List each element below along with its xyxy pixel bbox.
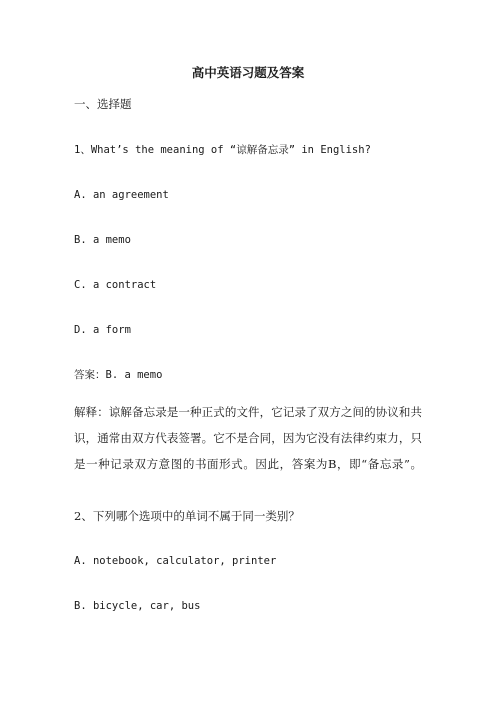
question-1-option-c: C. a contract (74, 279, 157, 291)
question-1-explanation (74, 399, 422, 477)
question-2-option-a: A. notebook, calculator, printer (74, 555, 277, 567)
question-1-stem: 1、What’s the meaning of “谅解备忘录” in English? (74, 144, 371, 156)
explanation-line: 识，通常由双方代表签署。它不是合同，因为它没有法律约束力，只 (74, 431, 422, 445)
explanation-line: 解释：谅解备忘录是一种正式的文件，它记录了双方之间的协议和共 (74, 405, 422, 419)
question-2-option-b: B. bicycle, car, bus (74, 600, 201, 612)
document-title: 高中英语习题及答案 (191, 65, 305, 80)
question-1-option-a: A. an agreement (74, 189, 169, 201)
section-heading: 一、选择题 (74, 97, 132, 111)
question-1-option-d: D. a form (74, 324, 131, 336)
question-2-stem: 2、下列哪个选项中的单词不属于同一类别？ (74, 509, 300, 523)
question-1-answer: 答案：B. a memo (74, 369, 163, 381)
question-1-option-b: B. a memo (74, 234, 131, 246)
explanation-line: 是一种记录双方意图的书面形式。因此，答案为B，即“备忘录”。 (74, 457, 422, 471)
